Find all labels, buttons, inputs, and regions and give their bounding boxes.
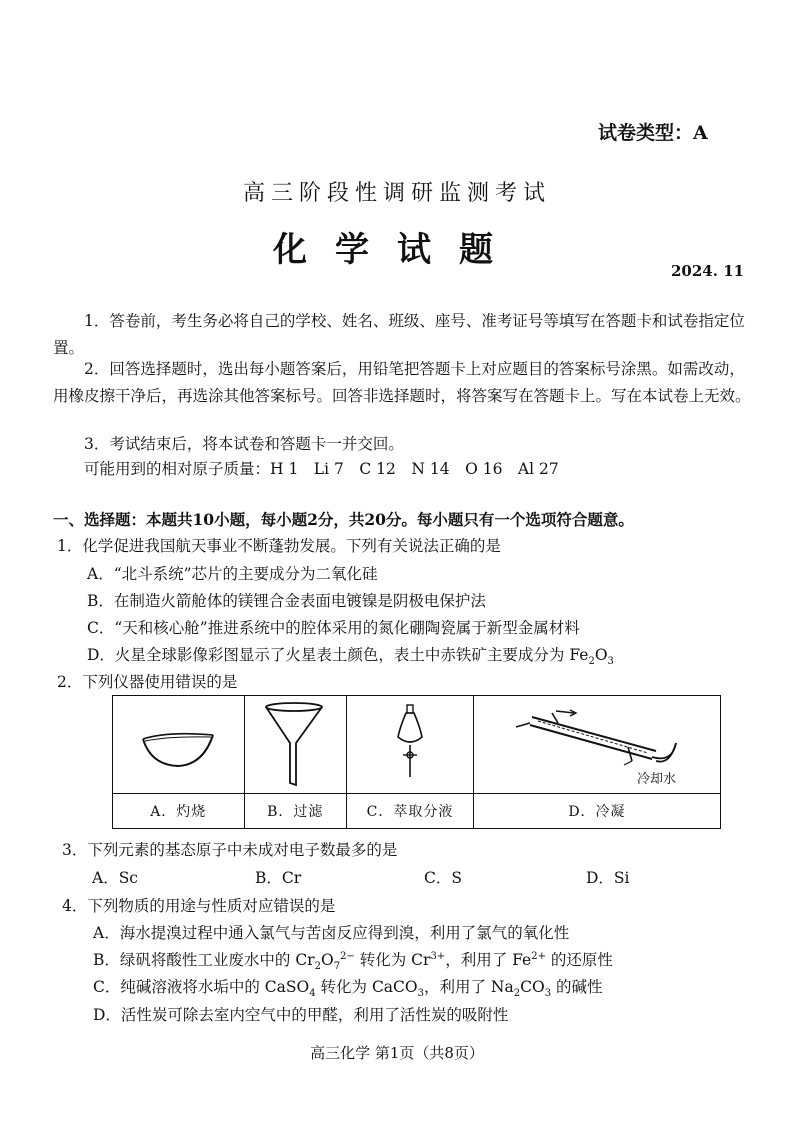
q4-option-b: B．绿矾将酸性工业废水中的 $Cr_2O_7^{2-}$ 转化为 $Cr^{3+}$，利用了 $Fe^{2+}$ 的还原性 <box>93 950 613 973</box>
apparatus-figure <box>112 695 721 829</box>
caption-a: A．灼烧 <box>113 794 245 829</box>
q3-option-c: C．S <box>424 869 462 887</box>
separatory-funnel-figure <box>347 696 474 794</box>
q3-option-a: A．Sc <box>92 869 138 887</box>
atomic-mass-info: 可能用到的相对原子质量：H 1 Li 7 C 12 N 14 O 16 Al 27 <box>84 460 559 478</box>
q4-option-c: C．纯碱溶液将水垢中的 CaSO$_4$ 转化为 CaCO$_3$，利用了 $Na_2CO_3$ 的碱性 <box>93 978 603 1000</box>
q1-option-d: D．火星全球影像彩图显示了火星表土颜色，表土中赤铁矿主要成分为 $Fe_2O_3$ <box>87 646 614 668</box>
separatory-funnel-icon <box>390 703 430 783</box>
instruction-1: 1．答卷前，考生务必将自己的学校、姓名、班级、座号、准考证号等填写在答题卡和试卷指定位置。 <box>53 312 745 357</box>
page-footer: 高三化学 第1页（共8页） <box>310 1044 484 1062</box>
section-1-heading: 一、选择题：本题共10小题，每小题2分，共20分。每小题只有一个选项符合题意。 <box>53 510 634 529</box>
q4-stem: 4．下列物质的用途与性质对应错误的是 <box>62 897 336 915</box>
subject-title: 化学试题 <box>273 230 521 270</box>
funnel-icon <box>260 699 330 787</box>
caption-c: C．萃取分液 <box>347 794 474 829</box>
q1-stem: 1．化学促进我国航天事业不断蓬勃发展。下列有关说法正确的是 <box>57 537 501 555</box>
q1-option-b: B．在制造火箭舱体的镁锂合金表面电镀镍是阴极电保护法 <box>87 592 486 610</box>
q4-option-d: D．活性炭可除去室内空气中的甲醛，利用了活性炭的吸附性 <box>93 1006 509 1024</box>
crucible-figure <box>113 696 245 794</box>
caption-b: B．过滤 <box>244 794 347 829</box>
evaporating-dish-icon <box>133 713 223 773</box>
q1-option-a: A．“北斗系统”芯片的主要成分为二氧化硅 <box>87 565 378 583</box>
caption-d: D．冷凝 <box>473 794 720 829</box>
condenser-figure <box>473 696 720 794</box>
q1-option-c: C．“天和核心舱”推进系统中的腔体采用的氮化硼陶瓷属于新型金属材料 <box>87 619 580 637</box>
paper-type-label: 试卷类型：A <box>598 122 708 144</box>
q2-stem: 2．下列仪器使用错误的是 <box>57 673 238 691</box>
cooling-water-label: 冷却水 <box>636 772 676 787</box>
q3-option-b: B．Cr <box>255 869 302 887</box>
q4-option-a: A．海水提溴过程中通入氯气与苦卤反应得到溴，利用了氯气的氧化性 <box>93 924 570 942</box>
instruction-2: 2．回答选择题时，选出每小题答案后，用铅笔把答题卡上对应题目的答案标号涂黑。如需改动，用橡皮擦干净后，再选涂其他答案标号。回答非选择题时，将答案写在答题卡上。写在本试卷上无效。 <box>53 360 751 405</box>
exam-title: 高三阶段性调研监测考试 <box>242 181 551 206</box>
exam-date: 2024. 11 <box>671 262 745 280</box>
q3-option-d: D．Si <box>586 869 630 887</box>
funnel-figure <box>244 696 347 794</box>
q3-stem: 3．下列元素的基态原子中未成对电子数最多的是 <box>62 841 398 859</box>
instruction-3: 3．考试结束后，将本试卷和答题卡一并交回。 <box>84 435 404 453</box>
